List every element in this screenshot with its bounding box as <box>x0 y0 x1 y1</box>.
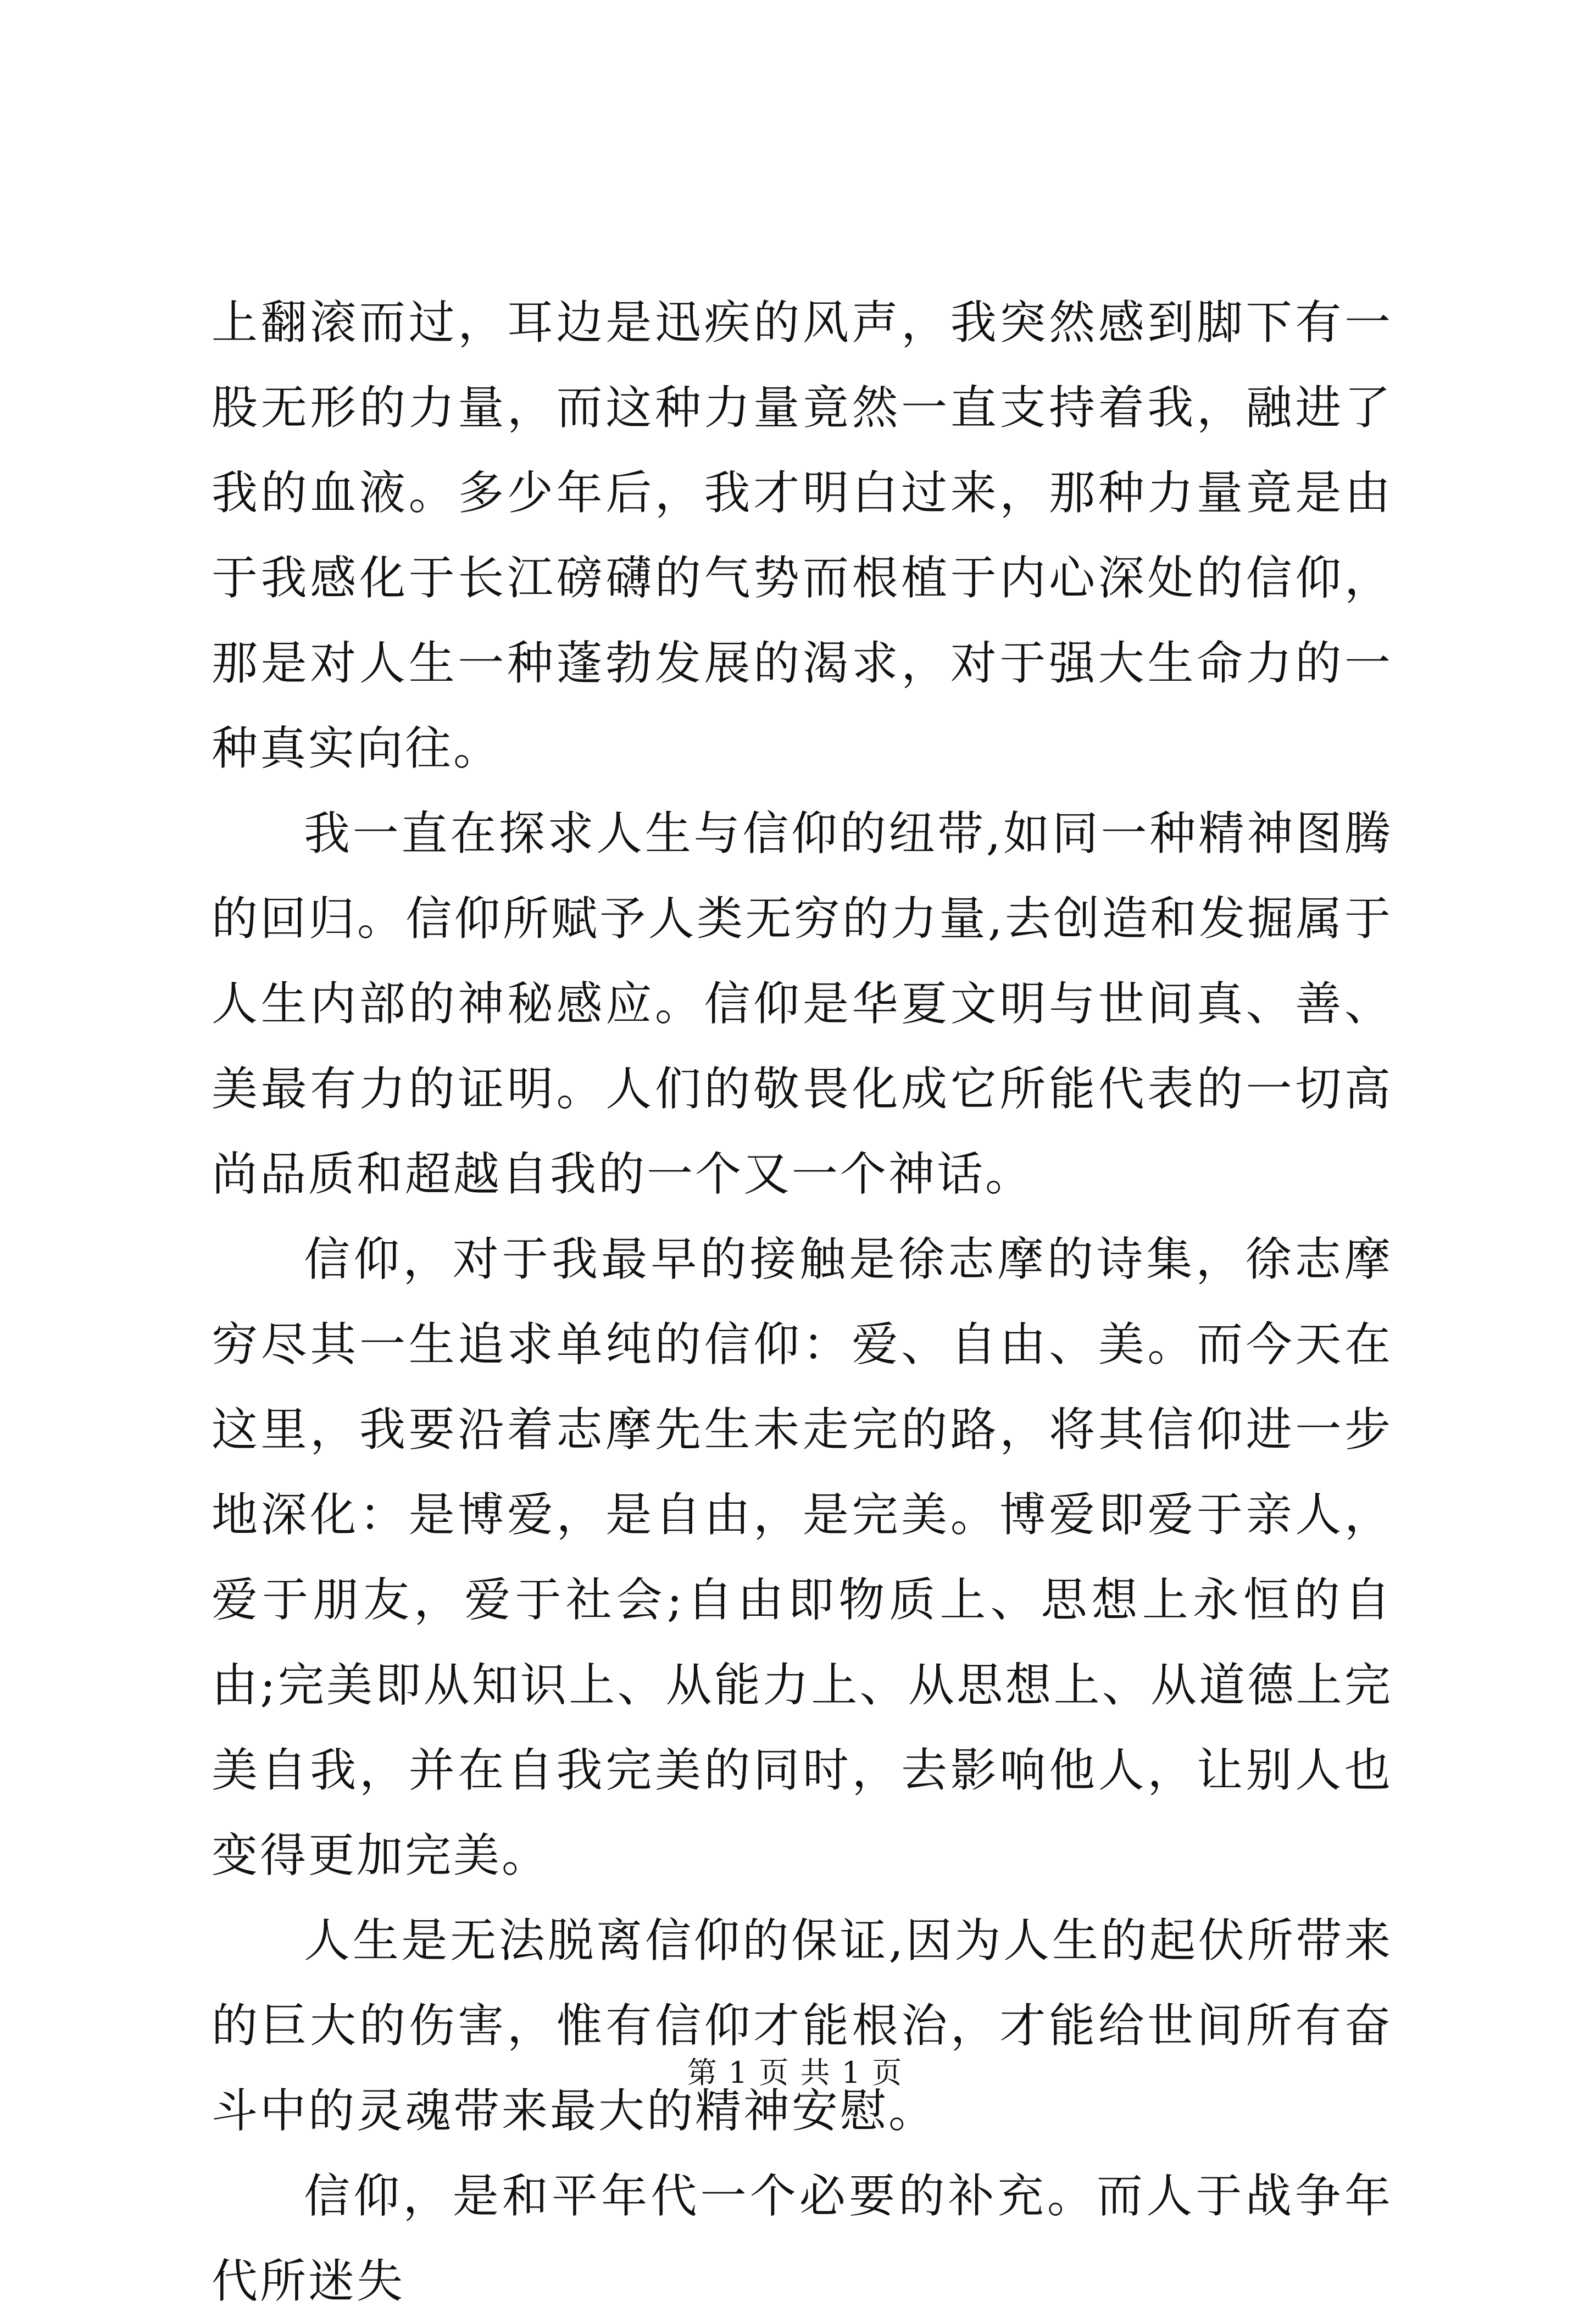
paragraph-3: 信仰，对于我最早的接触是徐志摩的诗集，徐志摩穷尽其一生追求单纯的信仰：爱、自由、美。而今天在这里，我要沿着志摩先生未走完的路，将其信仰进一步地深化：是博爱，是自由，是完美。博爱即爱于亲人，爱于朋友，爱于社会;自由即物质上、思想上永恒的自由;完美即从知识上、从能力上、从思想上、从道德上完美自我，并在自我完美的同时，去影响他人，让别人也变得更加完美。 <box>212 1232 1393 1882</box>
paragraph-4: 人生是无法脱离信仰的保证,因为人生的起伏所带来的巨大的伤害，惟有信仰才能根治，才能给世间所有奋斗中的灵魂带来最大的精神安慰。 <box>212 1914 1393 2138</box>
paragraph-1: 上翻滚而过，耳边是迅疾的风声，我突然感到脚下有一股无形的力量，而这种力量竟然一直支持着我，融进了我的血液。多少年后，我才明白过来，那种力量竟是由于我感化于长江磅礴的气势而根植于内心深处的信仰，那是对人生一种蓬勃发展的渴求，对于强大生命力的一种真实向往。 <box>212 296 1393 775</box>
paragraph-5: 信仰，是和平年代一个必要的补充。而人于战争年代所迷失 <box>212 2169 1393 2308</box>
page-footer: 第 1 页 共 1 页 <box>687 2055 903 2090</box>
paragraph-2: 我一直在探求人生与信仰的纽带,如同一种精神图腾的回归。信仰所赋予人类无穷的力量,去创造和发掘属于人生内部的神秘感应。信仰是华夏文明与世间真、善、美最有力的证明。人们的敬畏化成它所能代表的一切高尚品质和超越自我的一个又一个神话。 <box>212 807 1393 1201</box>
document-body <box>212 280 1393 2324</box>
